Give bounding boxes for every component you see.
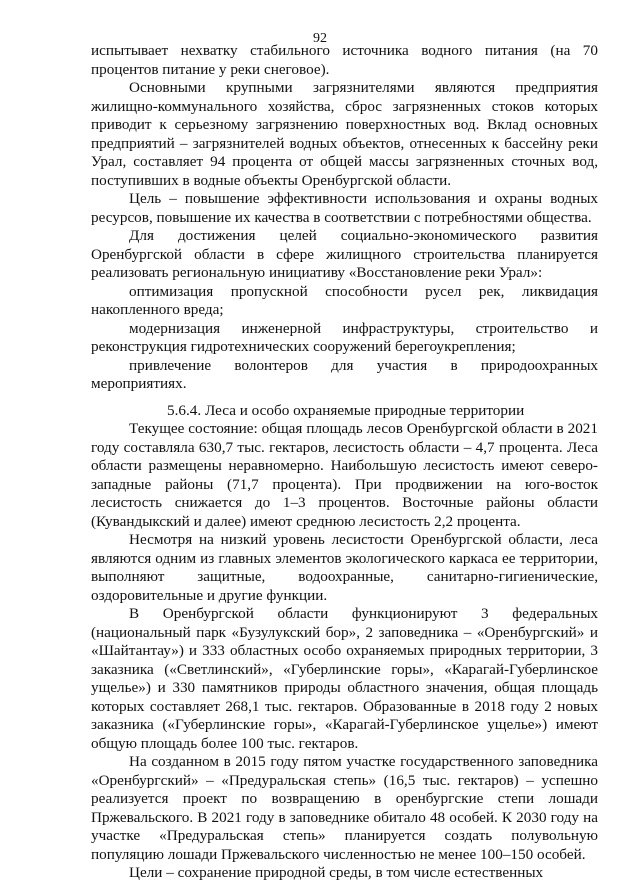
- paragraph-forest-functions: Несмотря на низкий уровень лесистости Оренбургской области, леса являются одним из главных элементов экологического каркаса ее территории, выполняют защитные, водоохранные, санитарно-гигиенические, оздоровительные и другие функции.: [91, 531, 598, 604]
- list-item-volunteers: привлечение волонтеров для участия в природоохранных мероприятиях.: [91, 356, 598, 392]
- paragraph-ural-initiative: Для достижения целей социально-экономического развития Оренбургской области в сфере жилищного строительства планируется реализовать региональную инициативу «Восстановление реки Урал»:: [91, 227, 598, 281]
- section-heading: 5.6.4. Леса и особо охраняемые природные территории: [167, 401, 525, 419]
- paragraph-przewalski: На созданном в 2015 году пятом участке государственного заповедника «Оренбургский» – «Предуральская степь» (16,5 тыс. гектаров) – успешно реализуется проект по возвращению в оренбургские степи лошади Пржевальского. В 2021 году в заповеднике обитало 48 особей. К 2030 году на участке «Предуральская степь» планируется создать полувольную популяцию лошади Пржевальского численностью не менее 100–150 особей.: [91, 753, 598, 863]
- document-body: [91, 42, 598, 883]
- paragraph-polluters: Основными крупными загрязнителями являются предприятия жилищно-коммунального хозяйства, сброс загрязненных стоков которых приводит к серьезному загрязнению поверхностных вод. Вклад основных предприятий – загрязнителей водных объектов, отнесенных к бассейну реки Урал, составляет 94 процента от общей массы загрязненных сточных вод, поступивших в водные объекты Оренбургской области.: [91, 79, 598, 189]
- list-item-modernization: модернизация инженерной инфраструктуры, строительство и реконструкция гидротехнических сооружений берегоукрепления;: [91, 319, 598, 355]
- page-number: 92: [313, 31, 327, 46]
- paragraph-protected-areas: В Оренбургской области функционируют 3 федеральных (национальный парк «Бузулукский бор», 2 заповедника – «Оренбургский» и «Шайтантау») и 333 областных особо охраняемых природных территории, 3 заказника («Светлинский», «Губерлинские горы», «Карагай-Губерлинское ущелье») и 330 памятников природы областного значения, общая площадь которых составляет 268,1 тыс. гектаров. Образованные в 2018 году 2 новых заказника («Губерлинские горы», «Карагай-Губерлинское ущелье») имеют общую площадь более 100 тыс. гектаров.: [91, 605, 598, 752]
- paragraph-forest-state: Текущее состояние: общая площадь лесов Оренбургской области в 2021 году составляла 630,7 тыс. гектаров, лесистость области – 4,7 процента. Леса области размещены неравномерно. Наибольшую лесистость имеют северо-западные районы (71,7 процента). При продвижении на юго-восток лесистость снижается до 1–3 процентов. Восточные районы области (Кувандыкский и далее) имеют среднюю лесистость 2,2 процента.: [91, 420, 598, 530]
- paragraph-goals: Цели – сохранение природной среды, в том числе естественных: [129, 864, 544, 881]
- paragraph-water-supply: испытывает нехватку стабильного источника водного питания (на 70 процентов питание у реки снеговое).: [91, 42, 598, 78]
- list-item-optimization: оптимизация пропускной способности русел рек, ликвидация накопленного вреда;: [91, 282, 598, 318]
- paragraph-water-goal: Цель – повышение эффективности использования и охраны водных ресурсов, повышение их качества в соответствии с потребностями общества.: [91, 190, 598, 226]
